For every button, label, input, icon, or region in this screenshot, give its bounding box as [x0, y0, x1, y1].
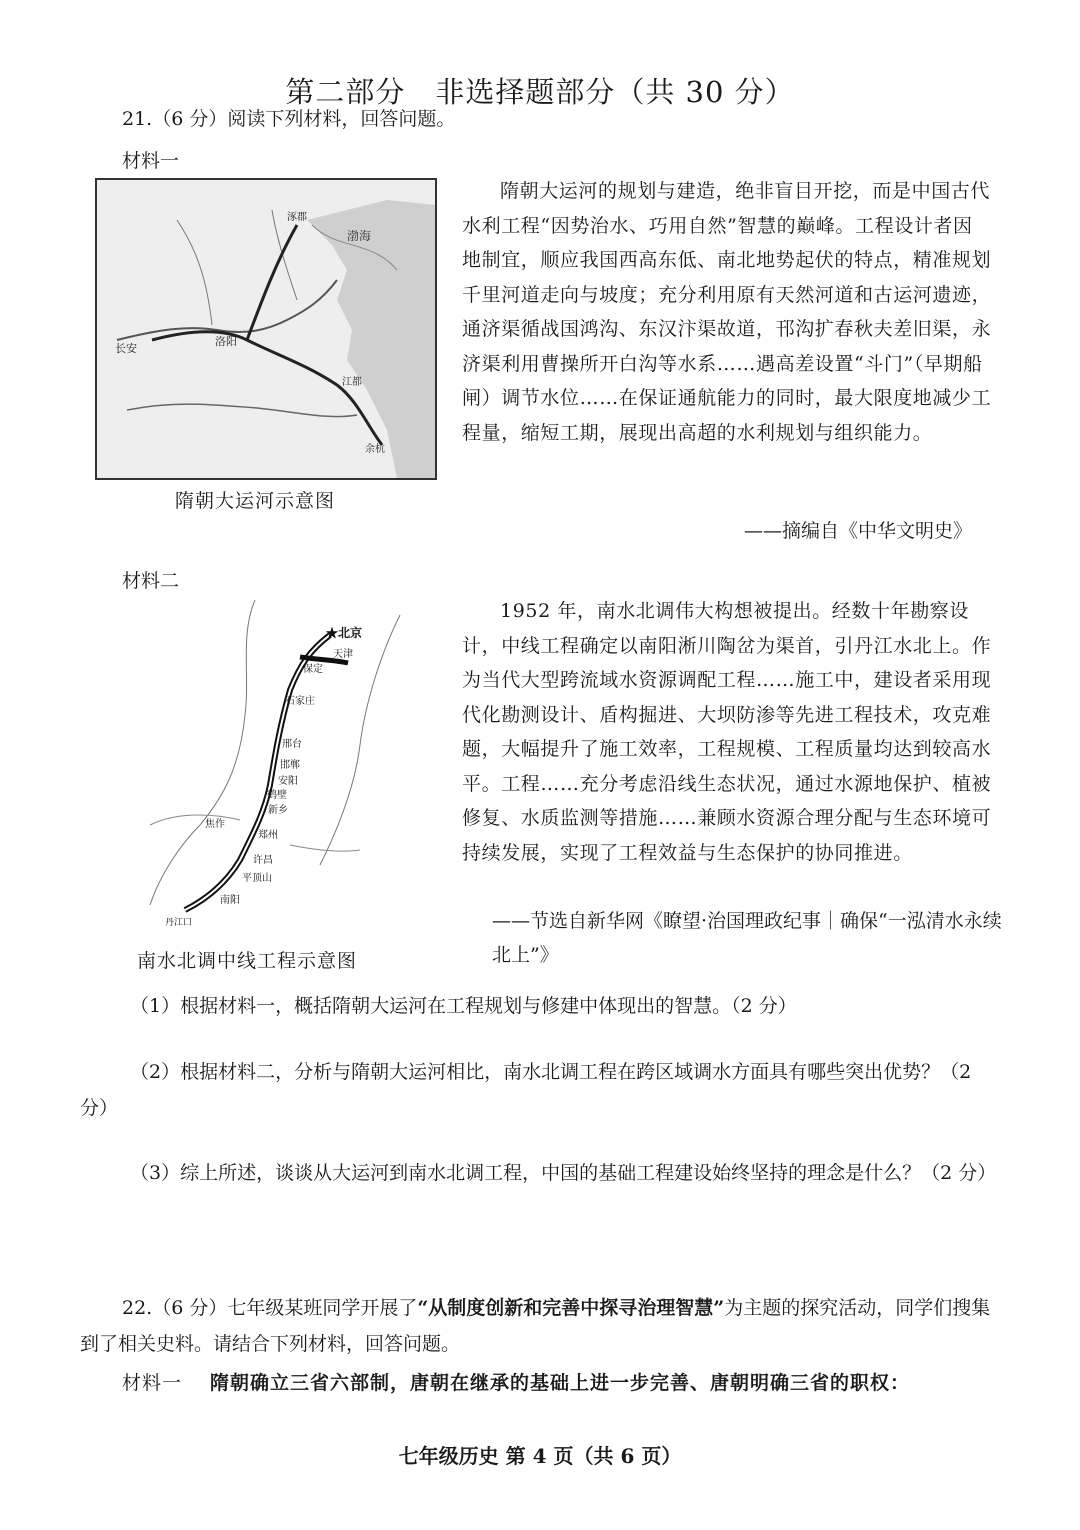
q21-material1-source: ——摘编自《中华文明史》	[743, 520, 972, 542]
grand-canal-map	[95, 178, 437, 480]
south-north-water-map-caption: 南水北调中线工程示意图	[137, 950, 358, 972]
q22-material1-label: 材料一	[122, 1372, 183, 1394]
map-label-danjiangkou: 丹江口	[165, 918, 193, 928]
q22-header-part2: 为主题的探究活动，同学们搜集到了相关史料。请结合下列材料，回答问题。	[80, 1297, 991, 1355]
q22-material1	[122, 1368, 910, 1395]
map-label-yuhang: 余杭	[365, 444, 385, 455]
map-label-nanyang: 南阳	[220, 895, 240, 906]
canal-line	[152, 332, 382, 445]
grand-canal-map-svg	[97, 180, 435, 478]
map-label-zhengzhou: 郑州	[258, 830, 278, 841]
q22-theme: “从制度创新和完善中探寻治理智慧”	[417, 1297, 725, 1319]
q21-subquestion-1: （1）根据材料一，概括隋朝大运河在工程规划与修建中体现出的智慧。（2 分）	[130, 995, 797, 1017]
q21-material2-label: 材料二	[122, 570, 180, 592]
map-label-changan: 长安	[115, 342, 137, 355]
map-label-hebi: 鹤壁	[267, 790, 287, 801]
grand-canal-map-caption: 隋朝大运河示意图	[175, 490, 336, 512]
map-label-handan: 邯郸	[280, 760, 300, 771]
page-footer: 七年级历史 第 4 页（共 6 页）	[398, 1444, 682, 1468]
map-label-jiangdu: 江都	[342, 377, 362, 388]
q21-material2-source: ——节选自新华网《瞭望·治国理政纪事｜确保“一泓清水永续北上”》	[492, 910, 1002, 966]
q22-header-part1: 22.（6 分）七年级某班同学开展了	[122, 1297, 418, 1319]
section-title: 第二部分 非选择题部分（共 30 分）	[285, 75, 795, 109]
q21-material2-text: 1952 年，南水北调伟大构想被提出。经数十年勘察设计，中线工程确定以南阳淅川陶岔为渠首，引丹江水北上。作为当代大型跨流域水资源调配工程……施工中，建设者采用现代化勘测设计、盾构掘进、大坝防渗等先进工程技术，攻克难题，大幅提升了施工效率，工程规模、工程质量均达到较高水平。工程……充分考虑沿线生态状况，通过水源地保护、植被修复、水质监测等措施……兼顾水资源合理分配与生态环境可持续发展，实现了工程效益与生态保护的协同推进。	[462, 600, 992, 864]
map-label-anyang: 安阳	[278, 776, 298, 787]
map-label-xinxiang: 新乡	[268, 805, 288, 816]
map-label-pingdingshan: 平顶山	[242, 873, 272, 884]
map-label-zhuojun: 涿郡	[287, 212, 307, 223]
q21-material1-text: 隋朝大运河的规划与建造，绝非盲目开挖，而是中国古代水利工程“因势治水、巧用自然”智慧的巅峰。工程设计者因地制宜，顺应我国西高东低、南北地势起伏的特点，精准规划千里河道走向与坡度；充分利用原有天然河道和古运河遗迹，通济渠循战国鸿沟、东汉汴渠故道，邗沟扩春秋夫差旧渠，永济渠利用曹操所开白沟等水系……遇高差设置“斗门”（早期船闸）调节水位……在保证通航能力的同时，最大限度地减少工程量，缩短工期，展现出高超的水利规划与组织能力。	[462, 180, 992, 444]
map-label-baoding: 保定	[303, 664, 323, 675]
map-label-xingtai: 邢台	[282, 739, 302, 750]
map-label-xuchang: 许昌	[253, 855, 273, 866]
q21-material1-label: 材料一	[122, 150, 180, 172]
map-label-jiaozuo: 焦作	[205, 819, 225, 830]
middle-route-canal	[185, 635, 330, 910]
map-label-tianjin: 天津	[333, 649, 353, 660]
map-label-luoyang: 洛阳	[215, 335, 237, 348]
q21-subquestion-2: （2）根据材料二，分析与隋朝大运河相比，南水北调工程在跨区域调水方面具有哪些突出优势？（2 分）	[80, 1061, 972, 1119]
q22-material1-text: 隋朝确立三省六部制，唐朝在继承的基础上进一步完善、唐朝明确三省的职权：	[210, 1372, 911, 1394]
question-21-header: 21.（6 分）阅读下列材料，回答问题。	[122, 108, 456, 130]
map-label-beijing: ★北京	[326, 626, 363, 640]
map-label-shijiazhuang: 石家庄	[285, 696, 315, 707]
question-22-header	[80, 1290, 1005, 1362]
south-north-water-map	[130, 595, 430, 940]
south-north-water-map-svg	[130, 595, 430, 940]
map-label-bohai: 渤海	[347, 229, 372, 243]
q21-subquestion-3: （3）综上所述，谈谈从大运河到南水北调工程，中国的基础工程建设始终坚持的理念是什么？（2 分）	[130, 1162, 997, 1184]
